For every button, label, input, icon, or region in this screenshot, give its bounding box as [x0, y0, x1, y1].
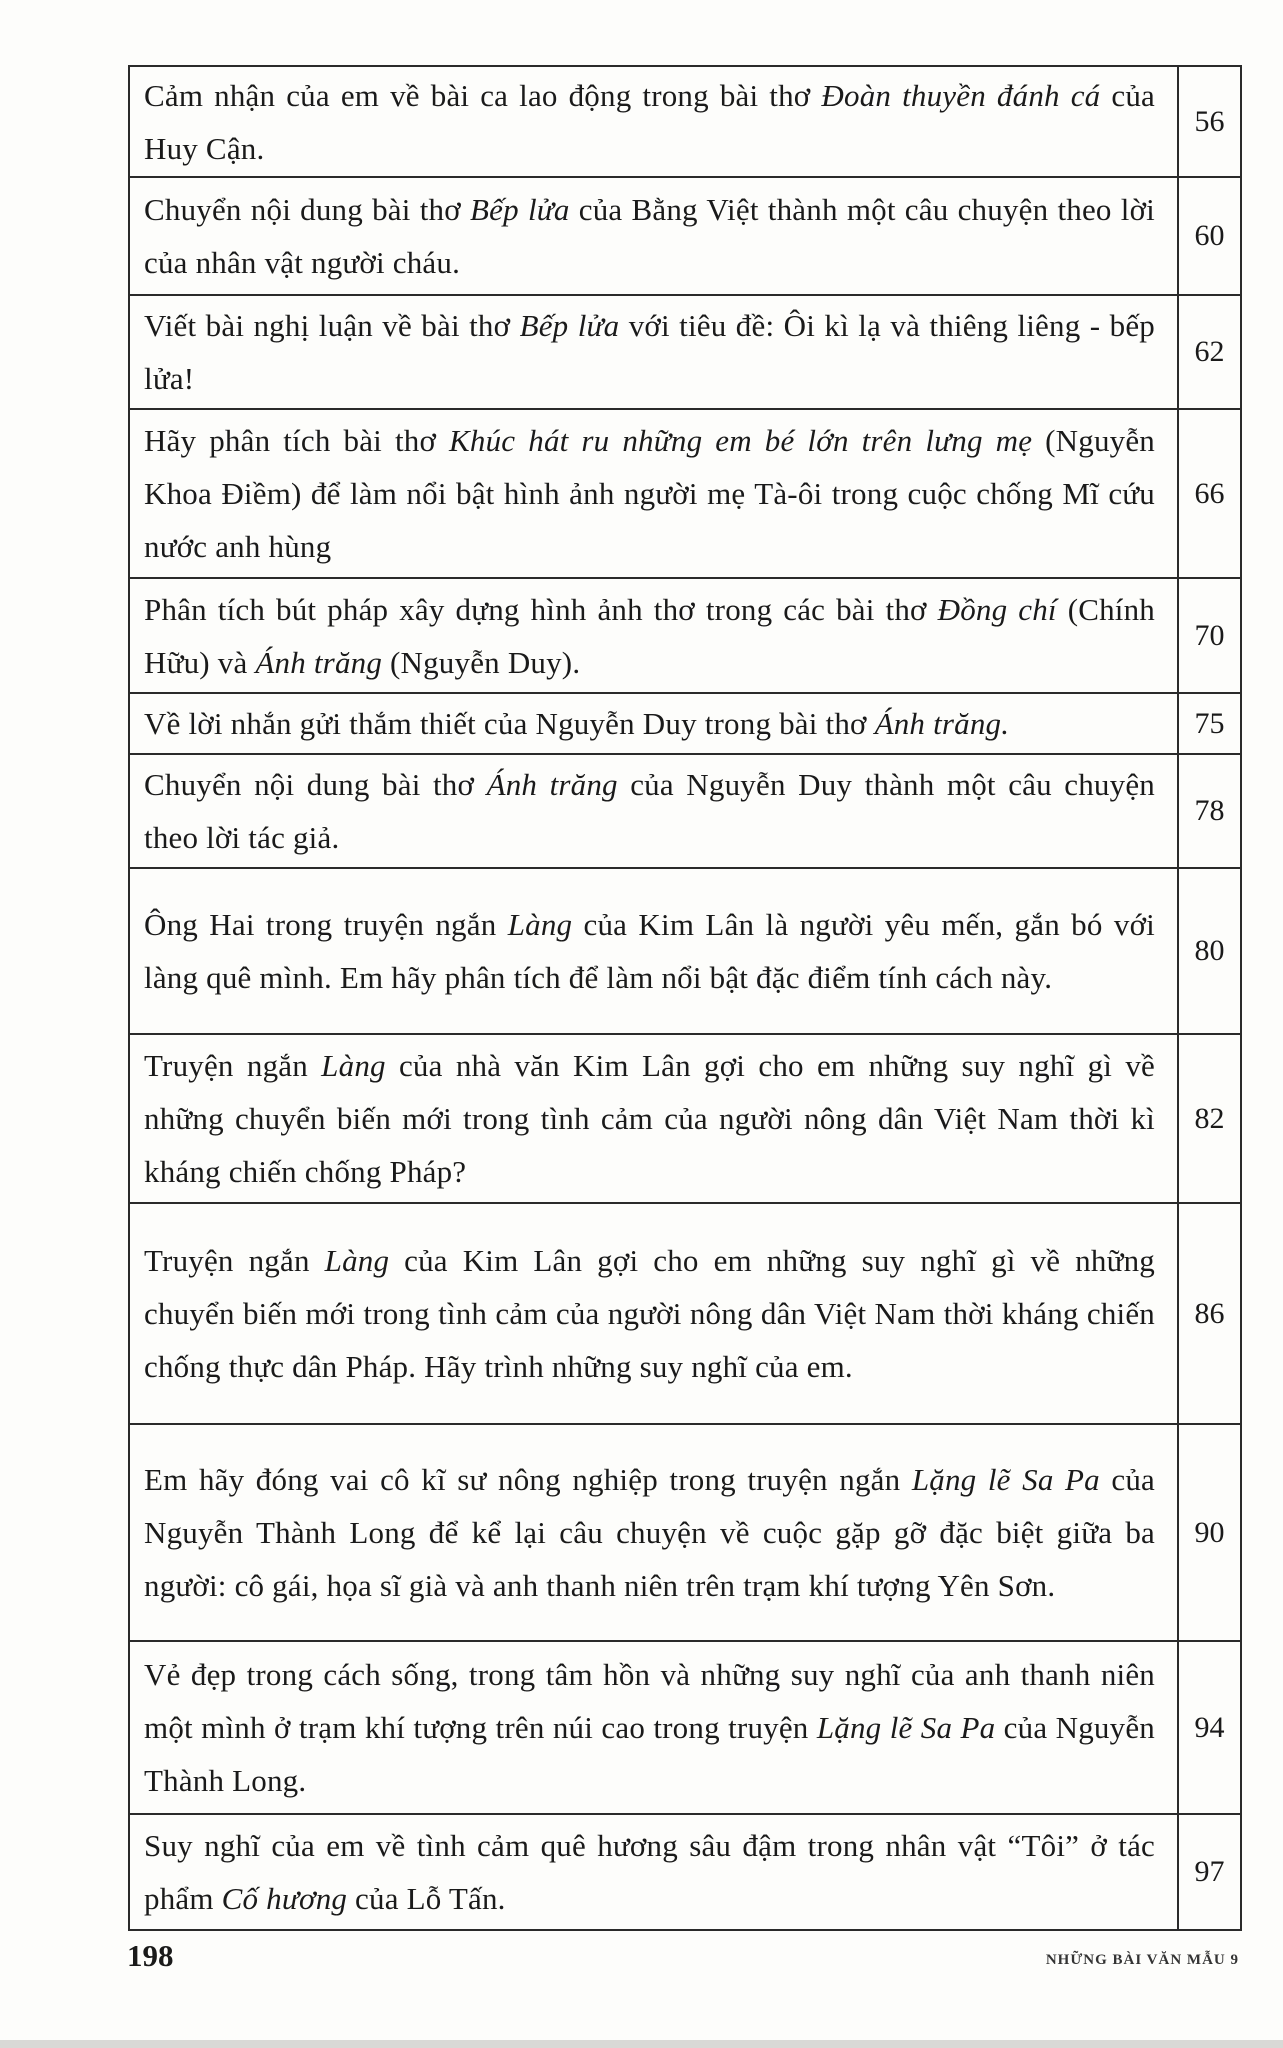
toc-entry-title — [129, 66, 1178, 177]
toc-entry-title — [129, 868, 1178, 1034]
toc-entry-page: 60 — [1178, 177, 1241, 295]
entry-text: Vẻ đẹp trong cách sống, trong tâm hồn và những suy nghĩ của anh thanh niên một mình ở trạm khí tượng trên núi cao trong truyện — [144, 1657, 1155, 1745]
toc-row — [129, 177, 1241, 295]
toc-entry-title — [129, 1203, 1178, 1424]
toc-row — [129, 1424, 1241, 1641]
entry-text: của nhà văn Kim Lân gợi cho em những suy nghĩ gì về những chuyển biến mới trong tình cảm của người nông dân Việt Nam thời kì kháng chiến chống Pháp? — [144, 1048, 1155, 1189]
toc-entry-page: 56 — [1178, 66, 1241, 177]
work-title: Đồng chí — [937, 591, 1057, 627]
entry-text: Cảm nhận của em về bài ca lao động trong bài thơ — [144, 77, 822, 113]
entry-text: với tiêu đề: Ôi kì lạ và thiêng liêng - bếp lửa! — [144, 308, 1155, 396]
entry-text: Truyện ngắn — [144, 1048, 322, 1083]
entry-text: của Huy Cận. — [144, 77, 1155, 166]
entry-text: Em hãy đóng vai cô kĩ sư nông nghiệp trong truyện ngắn — [144, 1462, 912, 1497]
toc-row — [129, 1034, 1241, 1203]
work-title: Bếp lửa — [519, 308, 620, 343]
table-of-contents — [128, 65, 1242, 1931]
entry-text: Chuyển nội dung bài thơ — [144, 767, 487, 802]
work-title: Làng — [321, 1048, 386, 1083]
entry-text: Chuyển nội dung bài thơ — [144, 192, 470, 227]
entry-text: của Kim Lân là người yêu mến, gắn bó với làng quê mình. Em hãy phân tích để làm nổi bật đặc điểm tính cách này. — [144, 907, 1155, 995]
toc-row — [129, 754, 1241, 868]
entry-text: của Nguyễn Thành Long. — [144, 1710, 1155, 1798]
toc-entry-title — [129, 295, 1178, 409]
toc-entry-title — [129, 578, 1178, 693]
toc-row — [129, 295, 1241, 409]
toc-entry-title — [129, 1814, 1178, 1930]
toc-entry-page: 75 — [1178, 693, 1241, 754]
scan-edge — [0, 2040, 1283, 2048]
work-title: Cố hương — [221, 1881, 348, 1916]
toc-entry-title — [129, 1034, 1178, 1203]
entry-text: của Lỗ Tấn. — [347, 1881, 506, 1916]
toc-entry-page: 82 — [1178, 1034, 1241, 1203]
toc-entry-title — [129, 1424, 1178, 1641]
entry-text: của Nguyễn Thành Long để kể lại câu chuyện về cuộc gặp gỡ đặc biệt giữa ba người: cô gái, họa sĩ già và anh thanh niên trên trạm khí tượng Yên Sơn. — [144, 1462, 1155, 1603]
toc-entry-page: 70 — [1178, 578, 1241, 693]
work-title: Ánh trăng — [486, 767, 618, 802]
running-footer-book-title: NHỮNG BÀI VĂN MẪU 9 — [1045, 1952, 1239, 1968]
work-title: Khúc hát ru những em bé lớn trên lưng mẹ — [449, 423, 1033, 458]
toc-body — [129, 66, 1241, 1930]
work-title: Lặng lẽ Sa Pa — [816, 1710, 996, 1745]
work-title: Ánh trăng. — [874, 706, 1010, 741]
toc-row — [129, 1641, 1241, 1814]
entry-text: (Chính Hữu) và — [144, 591, 1156, 680]
toc-entry-page: 97 — [1178, 1814, 1241, 1930]
toc-entry-title — [129, 693, 1178, 754]
work-title: Bếp lửa — [470, 192, 570, 227]
entry-text: (Nguyễn Khoa Điềm) để làm nổi bật hình ảnh người mẹ Tà-ôi trong cuộc chống Mĩ cứu nước anh hùng — [144, 423, 1155, 564]
work-title: Làng — [507, 907, 573, 942]
toc-entry-page: 66 — [1178, 409, 1241, 578]
toc-row — [129, 1814, 1241, 1930]
toc-entry-page: 90 — [1178, 1424, 1241, 1641]
toc-row — [129, 693, 1241, 754]
toc-entry-title — [129, 1641, 1178, 1814]
toc-entry-title — [129, 409, 1178, 578]
toc-entry-page: 62 — [1178, 295, 1241, 409]
entry-text: Viết bài nghị luận về bài thơ — [144, 308, 520, 343]
toc-entry-page: 94 — [1178, 1641, 1241, 1814]
entry-text: Ông Hai trong truyện ngắn — [144, 907, 508, 942]
work-title: Đoàn thuyền đánh cá — [821, 77, 1101, 113]
entry-text: của Nguyễn Duy thành một câu chuyện theo lời tác giả. — [144, 767, 1155, 855]
entry-text: Phân tích bút pháp xây dựng hình ảnh thơ trong các bài thơ — [144, 591, 938, 627]
entry-text: của Bằng Việt thành một câu chuyện theo lời của nhân vật người cháu. — [144, 192, 1155, 280]
page-number: 198 — [127, 1938, 174, 1973]
toc-row — [129, 66, 1241, 177]
entry-text: Hãy phân tích bài thơ — [144, 423, 450, 458]
toc-entry-title — [129, 177, 1178, 295]
work-title: Ánh trăng — [255, 644, 383, 680]
work-title: Làng — [324, 1243, 390, 1278]
toc-row — [129, 868, 1241, 1034]
work-title: Lặng lẽ Sa Pa — [911, 1462, 1100, 1497]
toc-row — [129, 1203, 1241, 1424]
toc-row — [129, 409, 1241, 578]
toc-entry-page: 80 — [1178, 868, 1241, 1034]
toc-entry-title — [129, 754, 1178, 868]
toc-entry-page: 78 — [1178, 754, 1241, 868]
entry-text: của Kim Lân gợi cho em những suy nghĩ gì về những chuyển biến mới trong tình cảm của người nông dân Việt Nam thời kháng chiến chống thực dân Pháp. Hãy trình những suy nghĩ của em. — [144, 1243, 1155, 1384]
toc-row — [129, 578, 1241, 693]
entry-text: Truyện ngắn — [144, 1243, 325, 1278]
toc-entry-page: 86 — [1178, 1203, 1241, 1424]
entry-text: (Nguyễn Duy). — [382, 644, 581, 680]
entry-text: Về lời nhắn gửi thắm thiết của Nguyễn Duy trong bài thơ — [144, 706, 875, 741]
entry-text: Suy nghĩ của em về tình cảm quê hương sâu đậm trong nhân vật “Tôi” ở tác phẩm — [144, 1828, 1155, 1916]
